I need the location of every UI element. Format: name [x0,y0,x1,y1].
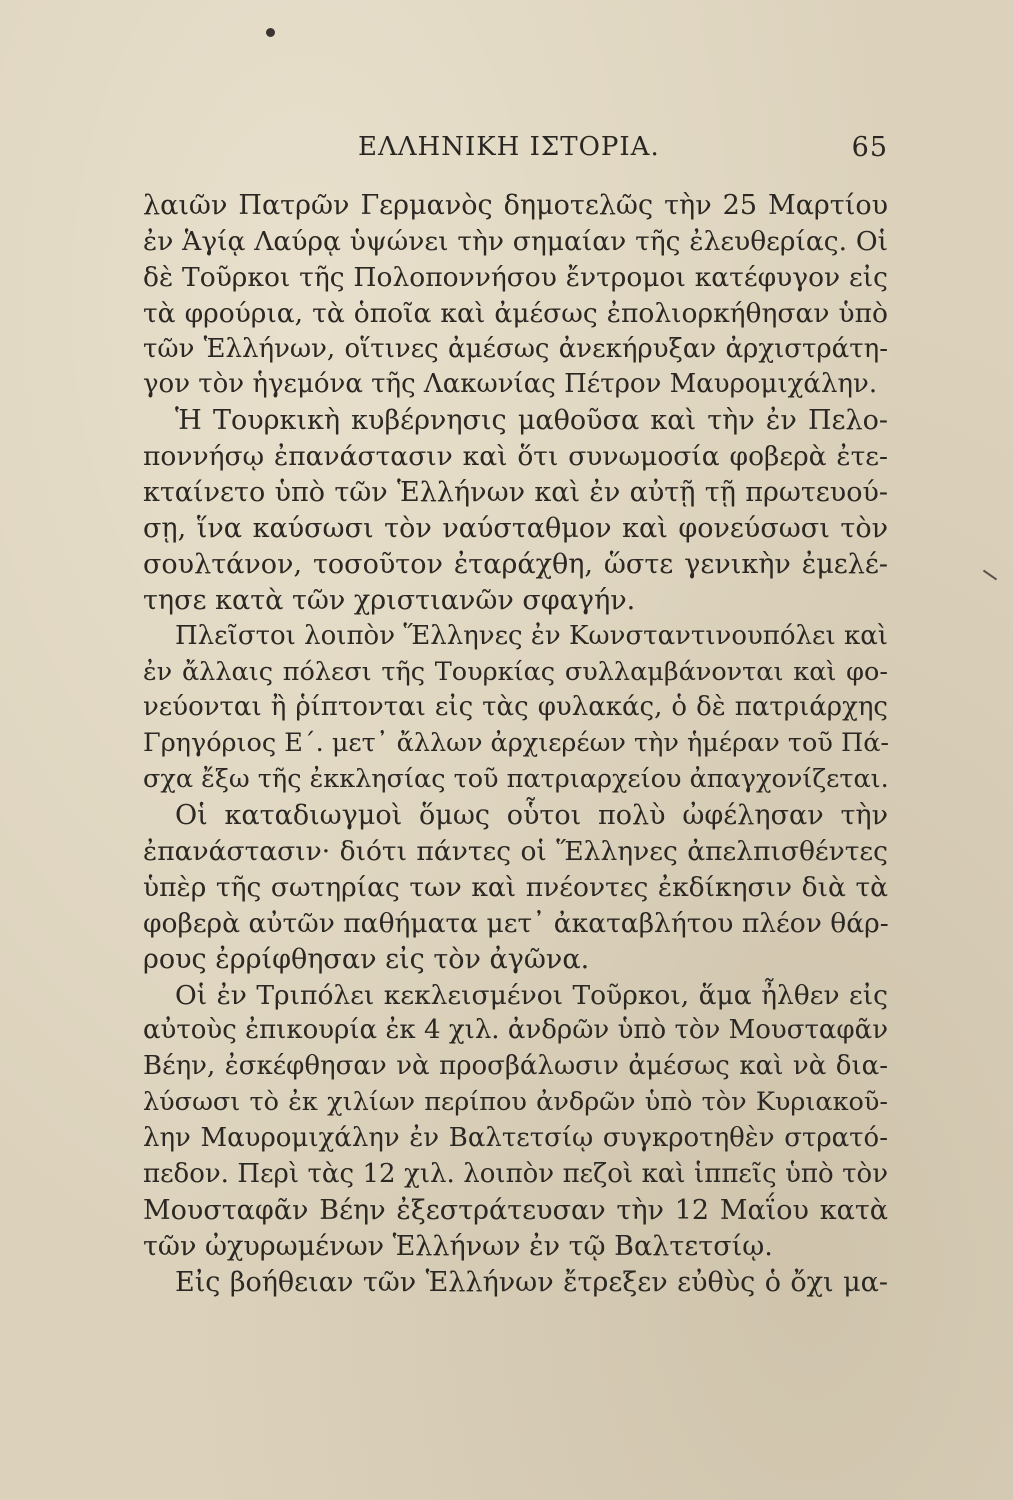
text-line: ρους ἐρρίφθησαν εἰς τὸν ἀγῶνα. [143,943,590,975]
text-line: αὐτοὺς ἐπικουρία ἐκ 4 χιλ. ἀνδρῶν ὑπὸ τὸν Μουσταφᾶν [143,1015,888,1046]
text-line: τῶν Ἑλλήνων, οἵτινες ἀμέσως ἀνεκήρυξαν ἀρχιστράτη- [143,333,888,364]
text-line: ὑπὲρ τῆς σωτηρίας των καὶ πνέοντες ἐκδίκησιν διὰ τὰ [143,871,888,903]
text-line: φοβερὰ αὐτῶν παθήματα μετ᾿ ἀκαταβλήτου πλέον θάρ- [143,907,889,939]
text-line: κταίνετο ὑπὸ τῶν Ἑλλήνων καὶ ἐν αὐτῇ τῇ πρωτευού- [143,477,888,509]
text-line: τησε κατὰ τῶν χριστιανῶν σφαγήν. [143,584,636,616]
text-line: ἐν Ἁγίᾳ Λαύρᾳ ὑψώνει τὴν σημαίαν τῆς ἐλευθερίας. Οἱ [143,225,888,257]
text-line: δὲ Τοῦρκοι τῆς Πολοποννήσου ἔντρομοι κατέφυγον εἰς [143,261,888,293]
text-line: λύσωσι τὸ ἐκ χιλίων περίπου ἀνδρῶν ὑπὸ τὸν Κυριακοῦ- [143,1087,888,1118]
running-title: ΕΛΛΗΝΙΚΗ ΙΣΤΟΡΙΑ. [358,132,660,162]
text-line: σχα ἔξω τῆς ἐκκλησίας τοῦ πατριαρχείου ἀπαγχονίζεται. [143,764,889,795]
text-line: Ἡ Τουρκικὴ κυβέρνησις μαθοῦσα καὶ τὴν ἐν Πελο- [175,405,888,437]
stray-ink-mark [983,570,997,581]
text-line: πεδον. Περὶ τὰς 12 χιλ. λοιπὸν πεζοὶ καὶ ἱππεῖς ὑπὸ τὸν [143,1159,888,1190]
body-text [143,188,888,1301]
text-line: νεύονται ἢ ῥίπτονται εἰς τὰς φυλακάς, ὁ δὲ πατριάρχης [143,692,888,723]
text-line: Οἱ ἐν Τριπόλει κεκλεισμένοι Τοῦρκοι, ἅμα ἦλθεν εἰς [175,979,888,1011]
text-line: σουλτάνον, τοσοῦτον ἐταράχθη, ὥστε γενικὴν ἐμελέ- [143,548,888,580]
text-line: τῶν ὠχυρωμένων Ἑλλήνων ἐν τῷ Βαλτετσίῳ. [143,1230,773,1262]
page-number: 65 [851,132,888,163]
text-line: Βέην, ἐσκέφθησαν νὰ προσβάλωσιν ἀμέσως καὶ νὰ δια- [143,1051,888,1082]
text-line: Μουσταφᾶν Βέην ἐξεστράτευσαν τὴν 12 Μαΐου κατὰ [143,1194,888,1226]
text-line: Οἱ καταδιωγμοὶ ὅμως οὗτοι πολὺ ὠφέλησαν τὴν [175,800,888,832]
text-line: τὰ φρούρια, τὰ ὁποῖα καὶ ἀμέσως ἐπολιορκήθησαν ὑπὸ [143,297,888,329]
text-line: ἐν ἄλλαις πόλεσι τῆς Τουρκίας συλλαμβάνονται καὶ φο- [143,656,888,687]
text-line: ποννήσῳ ἐπανάστασιν καὶ ὅτι συνωμοσία φοβερὰ ἐτε- [143,441,888,473]
text-line: Πλεῖστοι λοιπὸν Ἕλληνες ἐν Κωνσταντινουπόλει καὶ [175,620,888,651]
text-line: Εἰς βοήθειαν τῶν Ἑλλήνων ἔτρεξεν εὐθὺς ὁ ὄχι μα- [175,1266,888,1298]
text-line: λην Μαυρομιχάλην ἐν Βαλτετσίῳ συγκροτηθὲν στρατό- [143,1123,888,1154]
text-line: ἐπανάστασιν· διότι πάντες οἱ Ἕλληνες ἀπελπισθέντες [143,836,888,868]
text-line: Γρηγόριος Ε΄. μετ᾿ ἄλλων ἀρχιερέων τὴν ἡμέραν τοῦ Πά- [143,728,890,759]
running-header [143,132,888,172]
text-line: γον τὸν ἡγεμόνα τῆς Λακωνίας Πέτρον Μαυρομιχάλην. [143,369,878,400]
ink-speck [266,28,275,37]
text-line: σῃ, ἵνα καύσωσι τὸν ναύσταθμον καὶ φονεύσωσι τὸν [143,513,888,545]
text-line: λαιῶν Πατρῶν Γερμανὸς δημοτελῶς τὴν 25 Μαρτίου [143,190,888,221]
